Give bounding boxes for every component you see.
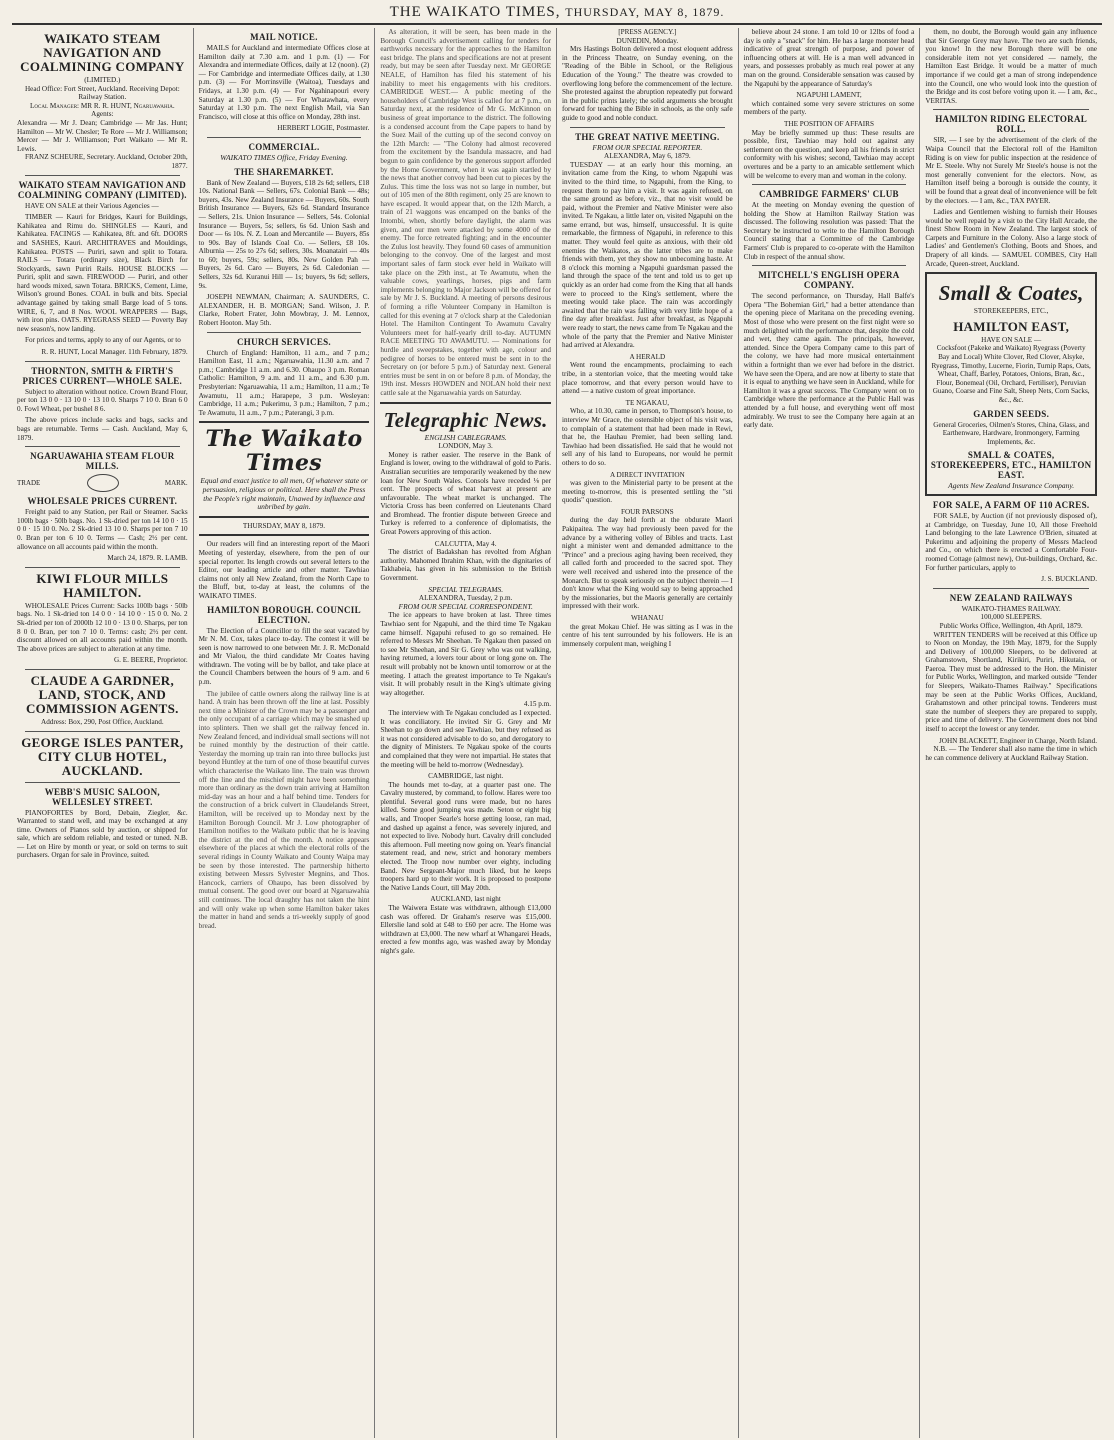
alexandra-dateline: ALEXANDRA, Tuesday, 2 p.m. xyxy=(418,594,513,603)
railways-item: 100,000 SLEEPERS. xyxy=(980,613,1042,622)
trade-mark-emblem-icon xyxy=(87,474,119,492)
mail-heading: MAIL NOTICE. xyxy=(250,32,318,42)
kiwi-sign: G. E. BEERE, Proprietor. xyxy=(113,656,188,665)
auckland-body: The Waiwera Estate was withdrawn, although £13,000 cash was offered. Dr Graham's reserve was £15,000. Ellerslie land sold at £48 to £60 per acre. The Home was withdrawn at £3,000. The new wharf at Whangarei Heads, erected a few months ago, was washed away by Monday night's gale. xyxy=(380,904,551,955)
calcutta-dateline: CALCUTTA, May 4. xyxy=(434,539,497,548)
agents-list: Alexandra — Mr J. Dean; Cambridge — Mr Jas. Hunt; Hamilton — Mr W. Chesler; Te Rore — Mr J. Williamson; Mercer — Mr J. Williamson; Port Waikato — Mr R. Lewis. xyxy=(17,118,188,153)
small-coates-list: Cocksfoot (Pakeke and Waikato) Ryegrass (Poverty Bay and Local) White Clover, Red Clover, Alsyke, Ryegrass, Timothy, Lucerne, Fiorin, Turnip Raps, Oats, Wheat, Chaff, Barley, Potatoes, Onions, Bran, &c., Flour, Bonemeal (Oil, Orchard, Fertiliser), Peruvian Guano, Coarse and Fine Salt, Sheep Nets, Corn Sacks, &c., &c. xyxy=(931,344,1091,404)
divider xyxy=(25,175,180,176)
great-meeting-sub: FROM OUR SPECIAL REPORTER. xyxy=(592,142,703,152)
divider xyxy=(25,669,180,670)
timber-list: TIMBER — Kauri for Bridges, Kauri for Buildings, Kahikatea and Rimu do. SHINGLES — Kauri, and Kahikatea. FACINGS — Kahikatea, 8ft. and 6ft. DOORS and SASHES, Kauri. ARCHITRAVES and Mouldings, Kahikatea. POSTS — Puriri, sawn and split to Totara. RAILS — Totara (ordinary size), Black Birch for Stockyards, sawn Puriri Rails. HOUSE BLOCKS — Puriri, split and sawn. FIREWOOD — Puriri, and other hard woods mixed, sawn Totara. BRICKS, Cement, Lime, Wilson's ground Bones. COAL in bulk and bits. Special advantage gained by taking small Barge load of 5 tons. WIRE, 6, 7, and 8 Nos. WOOL WRAPPERS — Bags, with iron pins. OATS. RYEGRASS SEED — Poverty Bay new season's, now landing. xyxy=(17,213,188,333)
masthead xyxy=(12,4,1102,25)
steam-navigation-manager: Local Manager: MR R. R. HUNT, Ngaruawahia. xyxy=(30,101,175,110)
divider xyxy=(25,731,180,732)
auckland-dateline: AUCKLAND, last night xyxy=(430,895,501,904)
meeting-continued: believe about 24 stone. I am told 10 or 12lbs of food a day is only a "snack" for him. He has a large monster head indicative of great strength of purpose, and power of influencing others at will. He is a man well advanced in years, and possesses probably as much real power at any man on the ground. Considerable sensation was caused by the Ngapuhi by the appearance of Saturday's xyxy=(743,28,915,88)
alexandra-body: The ice appears to have broken at last. Three times Tawhiao sent for Ngapuhi, and the third time Te Ngakau came himself. Ngapuhi refused to go so remained. He referred to Messrs Mr Sheehan. Te Ngakau then passed on to see Mr Sheehan, and Sir G. Grey who was out walking, having returned, a lovers tour about or long gone on. The result will probably not be known until tomorrow or at the meeting. I attach the greatest importance to Te Ngakau's visit. It will probably result in the King's ultimate giving way altogether. xyxy=(380,611,551,697)
steam-navigation-sub: (LIMITED.) xyxy=(84,76,121,84)
council-body: The Election of a Councillor to fill the seat vacated by Mr N. M. Cox, takes place to-day. The contest it will be seen is now narrowed to one between Mr. J. R. McDonald and Mr Vialou, the third candidate Mr Coates having withdrawn. The voting will be by ballot, and take place at the Council Chambers between the hours of 9 a.m. and 6 p.m. xyxy=(198,626,370,687)
small-coates-advert xyxy=(925,272,1097,496)
farmers-club-heading: CAMBRIDGE FARMERS' CLUB xyxy=(759,189,899,200)
divider xyxy=(207,137,362,138)
tengakau-heading: TE NGAKAU, xyxy=(625,398,670,407)
commercial-sub: WAIKATO TIMES Office, Friday Evening. xyxy=(220,152,348,162)
divider xyxy=(207,332,362,333)
farm-sale-body: FOR SALE, by Auction (if not previously disposed of), at Cambridge, on Tuesday, June 10, All those Freehold Land belonging to the late Lawrence O'Brien, situated at Pukerimu and adjoining the property of Messrs Macleod and Co., on which there is erected a Comfortable Four-roomed Cottage (almost new), Out-buildings, Orchard, &c. For further particulars, apply to xyxy=(925,511,1097,572)
divider xyxy=(25,361,180,362)
divider xyxy=(25,567,180,568)
editorial-body: Our readers will find an interesting report of the Maori Meeting of yesterday, elsewhere, from the pen of our special reporter. Its length crowds out several letters to the Editor, our leading article and other matter. Tawhiao claims not only all New Zealand, from the North Cape to the Bluff, but, to-day at least, the columns of the WAIKATO TIMES. xyxy=(198,540,370,600)
wholesale-sign: March 24, 1879. R. LAMB. xyxy=(107,554,188,563)
alexandra-time: 4.15 p.m. xyxy=(523,700,551,709)
small-coates-place: HAMILTON EAST, xyxy=(953,318,1070,334)
column-1 xyxy=(12,28,194,1438)
riding-body: SIR, — I see by the advertisement of the clerk of the Waipa Council that the Electoral roll of the Hamilton Riding is on view for public inspection at the residence of Mr E. Steele. Why not Surely Mr Steele's house is not the most generally convenient for the electors. Now, as Hamilton itself being a borough is outside the county, it will be found that a great deal of inconvenience will be felt by the electors. — I am, &c., TAX PAYER. xyxy=(925,136,1097,205)
ladies-notice: Ladies and Gentlemen wishing to furnish their Houses would be well repaid by a visit to the City Hall Arcade, the finest Show Room in New Zealand. The largest stock of Carpets and Furniture in the Colony. Also a large stock of Ladies' and Gentlemen's Clothing, Boots and Shoes, and Drapery of all kinds. — SAMUEL COMBES, City Hall Arcade, Queen-street, Auckland. xyxy=(925,208,1097,268)
divider xyxy=(933,588,1089,589)
opera-body: The second performance, on Thursday, Hall Balfe's Opera "The Bohemian Girl," had a better attendance than the opening piece of Maritana on the preceding evening. Most of those who were present on the first night were so much delighted with the performance that, despite the cold and wet, they came again. The principals, however, attended. Since the Opera Company came to this part of the colony, we have had more musical entertainment within a fortnight than we ever had before in the district. We have seen the Opera, and are now at liberty to state that it is equal to anything we have seen in Auckland, while for Hamilton it was a great success. The Company went on to Cambridge where the performance at the Public Hall was attended by a full house, and everything went off most admirably. We trust to see the Company here again at an early date. xyxy=(743,292,915,430)
church-heading: CHURCH SERVICES. xyxy=(236,336,331,347)
column-6 xyxy=(920,28,1102,1438)
garden-seeds-list: General Groceries, Oilmen's Stores, China, Glass, and Earthenware, Hardware, Ironmongery, Farming Implements, &c. xyxy=(933,420,1090,446)
tengakau-body: Who, at 10.30, came in person, to Thompson's house, to interview Mr Grace, the ostensible object of his visit was, to complain of a statement that had been made in Rewi, that he, the Hauhau Premier, had been selling land. Tawhiao had been dissatisfied. He said that he would not sell any of his land to Europeans, nor would he permit others to do so. xyxy=(562,407,733,467)
column-2 xyxy=(194,28,376,1438)
press-agency-heading: [PRESS AGENCY.] xyxy=(618,28,677,36)
position-body: May be briefly summed up thus: These results are possible, first, Tawhiao may hold out against any settlement on the question, and keep all his friends in strict conformity with his wishes; second, Tawhiao may accept overtures and be a party to an amicable settlement which will be welcome to every man and woman in the colony. xyxy=(743,128,915,180)
editorial-dateline: THURSDAY, MAY 8, 1879. xyxy=(242,521,326,530)
column-5 xyxy=(739,28,921,1438)
letter-continued: them, no doubt, the Borough would gain any influence that Sir George Grey may have. The two are such friends, you know! In the new Borough there will be one considerable item not yet considered — namely, the Hamilton East Bridge. It would be a matter of much importance if we could get a man of strong independence into the Council, one who would look into the question of the Bridge and its cost before voting upon it. — I am, &c., VERITAS. xyxy=(925,28,1097,105)
special-telegrams-heading: SPECIAL TELEGRAMS. xyxy=(428,584,504,594)
cablegrams-heading: ENGLISH CABLEGRAMS. xyxy=(424,432,507,442)
divider xyxy=(933,109,1089,110)
railways-nb: N.B. — The Tenderer shall also name the time in which he can commence delivery at Auckland Railway Station. xyxy=(925,745,1097,762)
garden-seeds-heading: GARDEN SEEDS. xyxy=(973,408,1050,419)
alexandra-body-2: The interview with Te Ngakau concluded as I expected. It was conciliatory. He invited Sir G. Grey and Mr Sheehan to go down and see Tawhiao, but they refused as it was not considered advisable to do so, and derogatory to the dignity of Ministers. Te Ngakau spoke of the courts and complained that they were not impartial. He states that the meeting will be held to-morrow (Wednesday). xyxy=(380,708,551,769)
agents-label: Agents: xyxy=(91,110,114,119)
mills-heading: NGARUAWAHIA STEAM FLOUR MILLS. xyxy=(30,451,175,472)
trade-mark xyxy=(17,474,188,492)
small-coates-heading: Small & Coates, xyxy=(938,281,1084,306)
farmers-club-body: At the meeting on Monday evening the question of holding the Show at Hamilton Railway Station was discussed. The following resolution was passed: That the Secretary be instructed to write to the Hamilton Borough Council stating that a Committee of the Cambridge Farmers' Club is prepared to co-operate with the Hamilton Club in respect of the annual show. xyxy=(743,201,915,261)
railways-date: Public Works Office, Wellington, 4th April, 1879. xyxy=(939,621,1083,630)
gardner-address: Address: Box, 290, Post Office, Auckland. xyxy=(41,717,164,726)
nameplate: The Waikato Times xyxy=(205,426,363,477)
farm-sale-heading: FOR SALE, A FARM OF 110 ACRES. xyxy=(932,499,1090,510)
kiwi-body: WHOLESALE Prices Current: Sacks 100lb bags · 50lb bags. No. 1 Sk-dried ton 14 0 0 · 14 10 0 · 15 0 0. No. 2 Sk-dried per ton of 2000lb 12 10 0 · 13 0 0. Sharps, per ton 8 0 0. Bran, per ton 7 10 0. Terms: cash; 2½ per cent. discount allowed on all accounts paid within the month. The above prices are subject to alteration at any time. xyxy=(17,601,188,653)
thornton-close: The above prices include sacks and bags, sacks and bags are returnable. Terms — Cash. Auckland, May 6, 1879. xyxy=(17,416,188,442)
timber-intro: HAVE ON SALE at their Various Agencies — xyxy=(25,201,159,210)
railways-heading: NEW ZEALAND RAILWAYS xyxy=(949,592,1073,603)
divider xyxy=(199,534,370,536)
wholesale-body: Freight paid to any Station, per Rail or Steamer. Sacks 100lb bags · 50lb bags. No. 1 Sk-dried per ton 14 10 0 · 15 0 0 · 15 10 0. No. 2 Sk-dried 13 10 0. Sharps per ton 7 10 0. Bran per ton 6 10 0. Terms — Cash; 2½ per cent. allowance on all accounts paid within the month. xyxy=(17,508,188,551)
cambridge-body: The hounds met to-day, at a quarter past one. The Cavalry mustered, by command, to follow. Hares were too plentiful. Several good runs were made, but no hares killed. Some good jumping was made. Seton or eight big walls, and Trooper Searle's horse getting loose, ran mad, and dashed up against a fence, was severely injured, and not expected to live. Nobody hurt. Cavalry drill concluded this afternoon. Full meeting now going on. Year's financial statement read, and new, strict and honorary members elected. The Troop now number over eighty, including Band. New Sergeant-Major much liked, but he keeps troopers hard up to their work. It is proposed to postpone the Native Lands Court, till May 20th. xyxy=(380,780,551,892)
divider xyxy=(752,184,907,185)
railways-body: WRITTEN TENDERS will be received at this Office up to Noon on Monday, the 19th May, 1879, for the Supply and Delivery of 100,000 Sleepers, to be delivered at Grahamstown, Shortland, Kirikiri, Puriri, Hikutaia, or Paeroa. They must be addressed to the Hon. the Minister for Public Works, Wellington, and marked outside "Tender for Sleepers, Waikato-Thames Railway." Specifications may be seen at the Public Works Offices, Auckland, Grahamstown and other principal towns. Tenderers must state the number of sleepers they are prepared to supply, price and time of delivery. The Government does not bind itself to accept the lowest or any tender. xyxy=(925,630,1097,734)
webb-body: PIANOFORTES by Bord, Debain, Ziegler, &c. Warranted to stand well, and may be exchanged at any time. Owners of Pianos sold by auction, or shipped for sale, which are seldom reliable, and tested or tuned. N.B. — Let on Hire by month or year, or sold on terms to suit purchasers. Organ for sale in Province, suited. xyxy=(17,808,188,860)
sharemarket-heading: THE SHAREMARKET. xyxy=(234,166,334,177)
railways-sign: JOHN BLACKETT, Engineer in Charge, North Island. xyxy=(938,736,1097,745)
panter-heading: GEORGE ISLES PANTER, CITY CLUB HOTEL, AUCKLAND. xyxy=(21,734,184,778)
alexandra-sub: FROM OUR SPECIAL CORRESPONDENT. xyxy=(398,601,533,611)
sharemarket-sign: JOSEPH NEWMAN, Chairman; A. SAUNDERS, C. ALEXANDER, H. B. MORGAN; Sand. Wilson, J. P. Clarke, Robert Frater, John Mowbray, J. M. Lennox, Robert Hooton. May 5th. xyxy=(198,293,370,328)
secretary-sign: FRANZ SCHEURE, Secretary. Auckland, October 20th, 1877. xyxy=(25,153,188,170)
trade-label: TRADE xyxy=(17,478,41,487)
mail-sign: HERBERT LOGIE, Postmaster. xyxy=(277,124,370,133)
timber-heading: WAIKATO STEAM NAVIGATION AND COALMINING COMPANY (LIMITED). xyxy=(17,179,187,200)
great-meeting-body: TUESDAY — at an early hour this morning, an invitation came from the King, to whom Ngapuhi was invited to the third time, to Ngapuhi, from the King, to request them to pay him a visit. It was again refused, on the same ground as before, viz., that no visit would be paid, without the Premier and Native Minister were also invited. Te Ngakau, a little later on, visited Ngapuhi on the same errand, but was, himself, unsuccessful. It is quite remarkable, the firmness of Ngapuhi, in reference to this matter. They would feel quite as anxious, with their old enemies the Waikatos, as the latter tribes are to make friends with them, yet they show no unbecoming haste. At 8 o'clock this morning a Ngapuhi guardsman passed the land through the space of the tent and told us to get up quickly as an order had come from the King that all hands were to proceed to the King's settlement, where the meeting would take place. The rain was accordingly awaited that the rain was falling with very little hope of a fine day after breakfast. Just after breakfast, as Ngapuhi were ready to start, the news came from Te Ngakau and the whole of the party that the Premier and Native Minister had arrived at Alexandra. xyxy=(562,160,733,350)
divider xyxy=(752,265,907,266)
thornton-heading: THORNTON, SMITH & FIRTH'S PRICES CURRENT—WHOLE SALE. xyxy=(22,365,183,386)
herald-body: Went round the encampments, proclaiming to each tribe, in a stentorian voice, that the meeting would take place tomorrow, and that every person would have to attend — a native custom of great importance. xyxy=(562,361,733,396)
riding-heading: HAMILTON RIDING ELECTORAL ROLL. xyxy=(935,114,1088,135)
masthead-title: THE WAIKATO TIMES, xyxy=(389,4,561,20)
motto: Equal and exact justice to all men, Of whatever state or persuasion, religious or political. Here shall the Press the People's right maintain, Unawed by influence and unbribed by gain. xyxy=(200,476,368,512)
small-coates-sub: STOREKEEPERS, ETC., xyxy=(973,307,1049,316)
herald-heading: A HERALD xyxy=(629,352,666,361)
great-meeting-dateline: ALEXANDRA, May 6, 1879. xyxy=(604,152,691,161)
telegraphic-heading: Telegraphic News. xyxy=(383,407,548,432)
dunedin-body: Mrs Hastings Bolton delivered a most eloquent address in the Princess Theatre, on Sunday evening, on the "Reading of the Bible in School, or the Religious Education of the Young." The theatre was crowded to overflowing long before the commencement of the lecture. She protested against the abruption repeatedly put forward in the public prints lately; the solid arguments she brought forward for teaching the Bible in schools, as the only safe guide to good and noble conduct. xyxy=(562,45,733,122)
calcutta-body: The district of Badakshan has revolted from Afghan authority. Mahomed Ibrahim Khan, with the dignitaries of Takhabeia, has given in his submission to the British Government. xyxy=(380,548,551,583)
mark-label: MARK. xyxy=(164,478,188,487)
divider xyxy=(380,402,551,404)
dunedin-dateline: DUNEDIN, Monday. xyxy=(616,36,679,45)
four-parsons-heading: FOUR PARSONS xyxy=(620,507,674,516)
divider xyxy=(570,127,725,128)
divider xyxy=(199,421,370,423)
masthead-date: THURSDAY, MAY 8, 1879. xyxy=(565,5,725,19)
local-news: The jubilee of cattle owners along the railway line is at hand. A train has been thrown off the line at last. Possibly next time a Minister of the Crown may be a passenger and the only occupant of a carriage which may be smashed up into splinters. Then we shall get the railway fenced in. New Zealand fenced, and individual small sections will not be ruined monthly by the destruction of their cattle. Yesterday the morning up train ran into three bullocks just beyond Huntley at the turn of one of those beautiful curves which characterise the Waikato line. The train was thrown off the line and the mischief might have been something more than ordinary as the down train arriving at Hamilton mid-day was an hour and a half behind time. Tenders for the construction of a brick culvert in Claudelands Street, Hamilton, will be received up to Monday next by the Hamilton Borough Council. Mr J. Low photographer of Hamilton notifies to the Waikato public that he is leaving the district at the end of the month. A notice appears elsewhere of the places at which the electoral rolls of the several ridings in County Waikato and County Waipa may be seen by those interested. The partnership hitherto existing between Messrs Sylvester Megnins, and Thos. Hancock, carriers of Ohaupo, has been dissolved by mutual consent. The good over our board at Ngaruawahia still continues. The local draughty has not taken the hint and will only wake up when some Hamilton baker takes the matter in hand and sends a tri-weekly supply of good bread. xyxy=(198,689,370,930)
local-news: As alteration, it will be seen, has been made in the Borough Council's advertisement calling for tenders for earthworks necessary for the approaches to the Hamilton east bridge. The plans and specifications are not at present ready, but may be seen after Tuesday next. Mr GEORGE NEALE, of Hamilton has filed his statement of his inability to meet his engagements with his creditors. CAMBRIDGE WEST.— A public meeting of the householders of Cambridge West is called for at 7 p.m., on Saturday next, at the residence of Mr G. McKinnon on business of great importance to the district. The following is a condensed account from the Cape papers to hand by the Suez Mail of the cutting up of the second convoy on the 12th March: — "The Colony had almost recovered from the excitement by the Isandula massacre, and had begun to gain confidence by the generous support afforded by the Home Government, when it was again startled by the news that another convoy had been cut to pieces by the Zulus. This time the loss was not so large in number, but out of 105 men of the 80th regiment, only 25 are known to have escaped. It would appear that, on the 12th March, a train of 21 waggons was encamped on the banks of the Intombi, when, shortly before daylight, the alarm was given, and our men were attacked by some 4000 of the enemy. The force retreated fighting; and in the encounter the Zulus lost heavily. They found 60 cases of ammunition belonging to the convoy. One of the largest and most important sales of farm stock ever held in Waikato will take place on the 29th inst., at Te Awamutu, when the valuable cows, yearlings, horses, pigs and farm implements belonging to Major Jackson will be offered for sale by Mr J. S. Buckland. A meeting of persons desirous of forming a rifle Volunteer Company in Hamilton is called for this evening at 7 o'clock sharp at the Caledonian Hotel. The Hamilton Contingent To Awamutu Cavalry Volunteers meet for half-yearly drill to-day. AUTUMN RACE MEETING TO AWAMUTU. — Nominations for hurdle and sweepstakes, together with age, colour and pedigree of horses to be entered must be sent in to the Secretary on (or before 5 p.m.) of Saturday next. General entries must be sent in on or before 8 p.m. of Monday, the 19th inst. Messrs HOWDEN and NOLAN hold their next cattle sale at the Ngaruawahia yards on Saturday. xyxy=(380,28,551,397)
great-meeting-heading: THE GREAT NATIVE MEETING. xyxy=(575,131,720,142)
webb-heading: WEBB'S MUSIC SALOON, WELLESLEY STREET. xyxy=(44,786,160,807)
opera-heading: MITCHELL'S ENGLISH OPERA COMPANY. xyxy=(758,270,900,291)
london-dateline: LONDON, May 3. xyxy=(438,442,493,451)
direct-invitation-heading: A DIRECT INVITATION xyxy=(609,470,685,479)
divider xyxy=(25,446,180,447)
divider xyxy=(25,782,180,783)
council-heading: HAMILTON BOROUGH. COUNCIL ELECTION. xyxy=(207,604,361,625)
whanau-heading: WHANAU xyxy=(630,614,664,622)
timber-close: For prices and terms, apply to any of our Agents, or to xyxy=(25,336,181,345)
divider xyxy=(199,516,370,518)
direct-invitation-body: was given to the Ministerial party to be present at the meeting to-morrow, this is presented settling the "sti quodis" question. xyxy=(562,479,733,505)
small-coates-agent: Agents New Zealand Insurance Company. xyxy=(948,481,1075,491)
cambridge-dateline: CAMBRIDGE, last night. xyxy=(428,772,504,781)
church-body: Church of England: Hamilton, 11 a.m., and 7 p.m.; Hamilton East, 11 a.m.; Ngaruawahia, 11.30 a.m. and 7 p.m.; Cambridge 11 a.m. and 6.30. Ohaupo 3 p.m. Roman Catholic: Hamilton, 9 a.m. and 11 a.m., and 6.30 p.m. Presbyterian: Ngaruawahia, 11 a.m.; Hamilton, 11 a.m.; Te Awamutu, 11 a.m.; Harapepe, 3 p.m. Wesleyan: Cambridge, 11 a.m.; Pukerimu, 3 p.m.; Hamilton, 7 p.m.; Te Awamutu, 11 a.m., 7 p.m.; Paterangi, 3 p.m. xyxy=(198,348,370,417)
thornton-body: Subject to alteration without notice. Crown Brand Flour, per ton 13 0 0 · 13 10 0 · 13 10 0. Sharps 7 10 0. Bran 6 0 0. Fowl Wheat, per bushel 8 6. xyxy=(17,387,188,413)
steam-navigation-heading: WAIKATO STEAM NAVIGATION AND COALMINING COMPANY xyxy=(20,31,185,74)
steam-navigation-office: Head Office: Fort Street, Auckland. Receiving Depot: Railway Station. xyxy=(24,84,180,102)
columns xyxy=(12,28,1102,1438)
sharemarket-body: Bank of New Zealand — Buyers, £18 2s 6d; sellers, £18 10s. National Bank — Sellers, 67s. Colonial Bank — 48s; buyers, 43s. New Zealand Insurance — Buyers, 60s. South British Insurance — Buyers, 62s 6d. Standard Insurance — Sellers, 21s. Union Insurance — Sellers, 54s. Colonial Insurance — Buyers, 5s; sellers, 6s 6d. Union Sash and Door — 6s 10s. N. Z. Loan and Mercantile — Buyers, 85s to 90s. Bay of Islands Coal Co. — Sellers, £8 10s. Alburnia — 25s to 27s 6d; sellers, 30s. Moanatairi — 40s to 60; buyers, 59s; sellers, 80s. New Golden Pah — Buyers, 2s 6d. Caro — Buyers, 2s 6d. Caledonian — Sellers, 32s 6d. Kuranui Hill — 1s; buyers, 9s 6d; sellers, 9s. xyxy=(198,178,370,290)
railways-sub: WAIKATO-THAMES RAILWAY. xyxy=(961,604,1061,613)
mail-body: MAILS for Auckland and intermediate Offices close at Hamilton daily at 7.30 a.m. and 1 p.m. (1) — For Alexandra and intermediate Offices, daily at 12 (noon). (2) — For Cambridge and intermediate Offices daily, at 1.30 p.m. (3) — For Morrinsville (Waitoa), Tuesdays and Fridays, at 1.30 p.m. (4) — For Ngahinapouri every Saturday at 1.30 p.m. (5) — For Whatawhata, every Saturday at 1.30 p.m. The next English Mail, via San Francisco, will close at this office on Monday, 28th inst. xyxy=(198,44,370,121)
position-heading: THE POSITION OF AFFAIRS xyxy=(784,119,874,128)
gardner-heading: CLAUDE A GARDNER, LAND, STOCK, AND COMMISSION AGENTS. xyxy=(25,672,179,716)
small-coates-sign: SMALL & COATES, STOREKEEPERS, ETC., HAMILTON EAST. xyxy=(930,450,1092,481)
ngapuhi-lament-body: which contained some very severe strictures on some members of the party. xyxy=(743,99,915,117)
london-body: Money is rather easier. The reserve in the Bank of England is lower, owing to the withdrawal of gold to Paris. Australian securities are temporarily weakened by the new loan for New South Wales. Consols have receded ⅛ per cent. The prospects of wheat harvest at present are unfavourable. The wheat market is unchanged. The Victoria Cross has been conferred on Lieutenants Chard and Bromhead. The frontier dispute between Greece and Turkey is referred to a conference of diplomatists, the Great Powers approving of this action. xyxy=(380,450,551,537)
column-3 xyxy=(375,28,557,1438)
farm-sale-sign: J. S. BUCKLAND. xyxy=(1041,575,1097,584)
timber-sign: R. R. HUNT, Local Manager. 11th February, 1879. xyxy=(41,348,188,357)
column-4 xyxy=(557,28,739,1438)
commercial-heading: COMMERCIAL. xyxy=(248,141,320,152)
four-parsons-body: during the day held forth at the obdurate Maori Pakipaitea. The way had previously been paved for the advance by a withering volley of Bibles and tracts. Last night a minister went and demanded admittance to the "Prince" and a precious aging having been received, they all called forth and proceeded to the sacred spot. They were well received and ushered into the presence of the Monarch. But to speak seriously on the subject therein — I don't know what the King would say to being approached by the missionaries, but the Maoris generally are certainly impressed with their work. xyxy=(562,516,733,611)
kiwi-heading: KIWI FLOUR MILLS HAMILTON. xyxy=(36,570,169,600)
wholesale-heading: WHOLESALE PRICES CURRENT. xyxy=(27,496,178,507)
small-coates-intro: HAVE ON SALE — xyxy=(981,335,1042,344)
ngapuhi-lament-heading: NGAPUHI LAMENT, xyxy=(796,91,862,100)
whanau-body: the great Mokau Chief. He was sitting as I was in the centre of his tent surrounded by his followers. He is an immensely corpulent man, weighing I xyxy=(562,622,733,648)
